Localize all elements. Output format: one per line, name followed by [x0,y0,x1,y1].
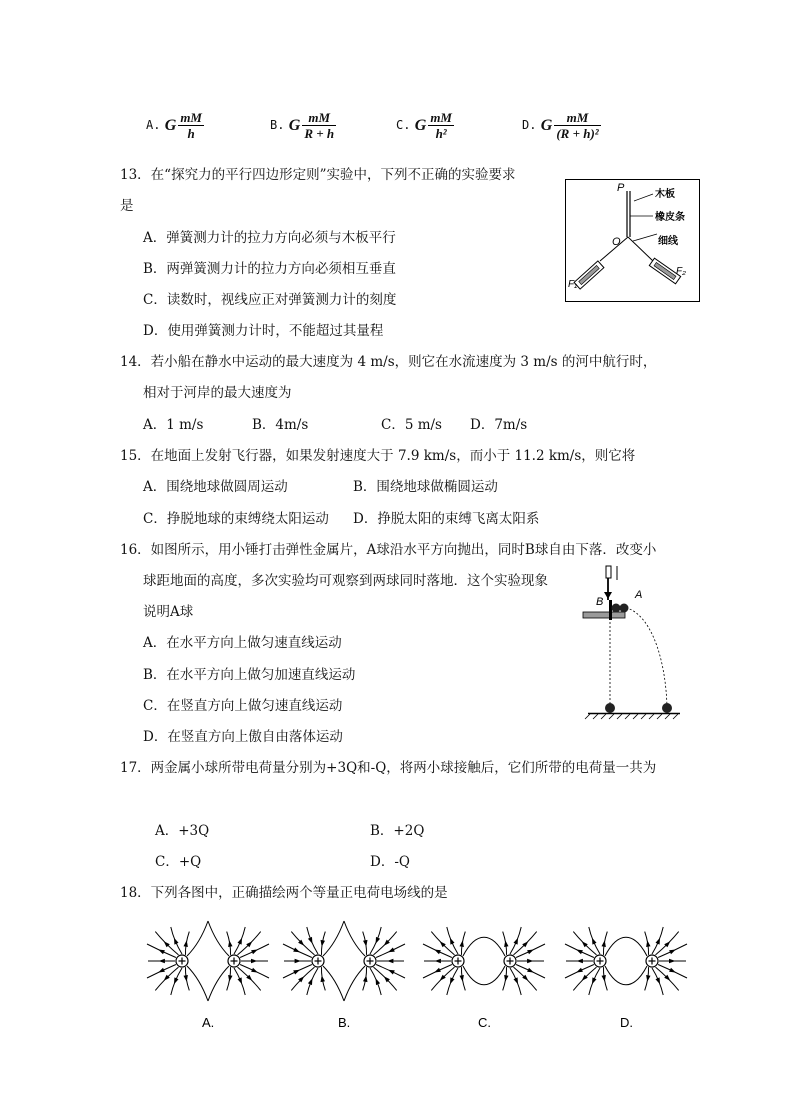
q13-option-d[interactable]: D．使用弹簧测力计时，不能超过其量程 [143,323,384,339]
field-arrow [514,977,519,984]
field-arrow [576,950,583,955]
field-line-interior [208,921,229,956]
field-arrow [293,970,300,975]
field-line-interior [605,966,647,985]
field-arrow [251,959,258,963]
q17-stem: 17．两金属小球所带电荷量分别为+3Q和-Q，将两小球接触后，它们所带的电荷量一共为 [120,760,657,776]
field-arrow [308,978,313,985]
field-arrow [576,968,583,973]
field-arrow [174,938,179,945]
field-arrow [228,975,232,982]
field-line-interior [323,966,344,1001]
q15-option-d[interactable]: D．挣脱太阳的束缚飞离太阳系 [353,511,540,527]
option-letter: C. [396,118,411,132]
field-arrow [592,938,597,945]
field-arrow [577,959,583,963]
field-arrow [158,950,165,955]
q16-option-d[interactable]: D．在竖直方向上傲自由落体运动 [143,729,343,745]
fraction [554,110,600,141]
field-arrow [669,968,676,973]
fraction-denominator: h [187,126,195,141]
q13-option-a[interactable]: A．弹簧测力计的拉力方向必须与木板平行 [143,230,396,246]
field-arrow [321,975,326,982]
fraction-numerator: mM [180,110,202,125]
figure-label-b: B. [338,1015,351,1030]
label-string: 细线 [658,236,678,247]
fraction [428,110,454,141]
figure-label-a: A. [202,1015,215,1030]
field-arrow [450,977,455,984]
label-board: 木板 [655,189,675,200]
fraction [178,110,204,141]
field-arrow [363,940,368,947]
q14-option-a[interactable]: A．1 m/s [143,417,204,433]
q14-option-b[interactable]: B．4m/s [252,417,309,433]
field-arrow [174,977,179,984]
field-arrow [656,977,661,984]
fraction-numerator: mM [554,110,600,126]
option-letter: A. [146,118,161,132]
ball-a-landed [662,703,672,713]
q14-option-d[interactable]: D．7m/s [470,417,528,433]
field-arrow [669,950,676,955]
option-letter: B. [270,118,285,132]
ball-b [612,604,621,613]
q15-option-c[interactable]: C．挣脱地球的束缚绕太阳运动 [143,511,329,527]
field-arrow [293,948,300,953]
field-arrow [435,959,441,963]
q15-option-b[interactable]: B．围绕地球做椭圆运动 [353,479,498,495]
field-arrow [376,937,381,944]
field-diagram-b [283,921,405,1030]
field-arrow [527,968,534,973]
field-arrow [251,968,258,973]
fraction-denominator: (R + h)² [556,126,599,141]
label-b: B [596,596,604,608]
support-plate [583,612,625,618]
fraction-numerator: mM [430,110,452,125]
field-line-interior [463,937,505,956]
field-arrow [434,968,441,973]
q17-option-a[interactable]: A．+3Q [155,823,210,839]
field-arrow [450,938,455,945]
q13-option-b[interactable]: B．两弹簧测力计的拉力方向必须相互垂直 [143,261,396,277]
field-line-interior [344,921,365,956]
field-arrow [159,959,165,963]
field-arrow [504,975,508,982]
q18-stem: 18．下列各图中，正确描绘两个等量正电荷电场线的是 [120,885,448,901]
figure-label-c: C. [478,1015,491,1030]
fraction-denominator: R + h [304,126,335,141]
fraction-numerator: mM [302,110,336,126]
field-arrow [504,940,508,947]
label-f1: F₁ [568,279,578,290]
q17-option-d[interactable]: D．-Q [370,854,410,870]
label-a: A [635,589,643,601]
q18-field-line-diagrams [140,915,700,1035]
field-arrow [308,937,313,944]
field-arrow [388,948,395,953]
gravity-constant: G [288,116,301,134]
q13-stem-line2: 是 [120,198,134,214]
field-arrow [527,950,534,955]
field-line-interior [463,966,505,985]
field-arrow [388,970,395,975]
q14-stem-line1: 14．若小船在静水中运动的最大速度为 4 m/s，则它在水流速度为 3 m/s 的河中航行时， [120,354,657,370]
field-arrow [376,978,381,985]
field-line-interior [187,921,208,956]
field-arrow [238,938,243,945]
ball-b-landed [605,703,615,713]
field-arrow [460,975,464,982]
q16-stem-line1: 16．如图所示，用小锤打击弹性金属片，A球沿水平方向抛出，同时B球自由下落．改变小 [120,542,657,558]
q13-stem-line1: 13．在“探究力的平行四边形定则”实验中，下列不正确的实验要求 [120,167,516,183]
field-diagram-a [147,921,269,1030]
q16-option-c[interactable]: C．在竖直方向上做匀速直线运动 [143,698,343,714]
field-diagram-c [423,927,545,1030]
field-arrow [238,977,243,984]
q15-option-a[interactable]: A．围绕地球做圆周运动 [143,479,288,495]
field-arrow [602,940,606,947]
figure-label-d: D. [620,1015,633,1030]
q14-stem-line2: 相对于河岸的最大速度为 [143,385,292,401]
field-arrow [184,940,188,947]
fraction [302,110,336,141]
q13-figure [565,179,700,302]
field-arrow [602,975,606,982]
field-arrow [321,940,326,947]
q13-option-c[interactable]: C．读数时，视线应正对弹簧测力计的刻度 [143,292,397,308]
gravity-constant: G [414,116,427,134]
hammer-arrow [604,592,612,599]
fraction-denominator: h² [435,126,447,141]
field-arrow [184,975,188,982]
field-arrow [527,959,533,963]
field-line-interior [208,966,229,1001]
gravity-constant: G [540,116,553,134]
option-letter: D. [522,118,537,132]
q17-option-b[interactable]: B．+2Q [370,823,425,839]
field-arrow [669,959,676,963]
q12-option-a[interactable] [146,110,204,141]
field-arrow [228,940,232,947]
ground-hatch [585,714,678,719]
field-arrow [656,938,661,945]
field-line-interior [344,966,365,1001]
field-arrow [514,938,519,945]
label-o: O [612,236,621,248]
ball-a-trajectory [622,607,667,708]
q12-option-c[interactable] [396,110,454,141]
label-p: P [617,182,625,194]
field-arrow [646,975,650,982]
field-arrow [460,940,464,947]
ball-a [620,604,629,613]
field-line-interior [187,966,208,1001]
hammer-head [606,566,611,578]
field-arrow [646,940,650,947]
q16-option-a[interactable]: A．在水平方向上做匀速直线运动 [143,635,342,651]
q15-stem: 15．在地面上发射飞行器，如果发射速度大于 7.9 km/s，而小于 11.2 km/s，则它将 [120,448,636,464]
q12-option-b[interactable] [270,110,336,141]
field-arrow [251,950,258,955]
field-arrow [592,977,597,984]
elastic-metal-sheet [609,600,612,620]
gravity-constant: G [164,116,177,134]
q14-option-c[interactable]: C．5 m/s [381,417,442,433]
field-line-interior [323,921,344,956]
field-arrow [295,959,301,963]
field-arrow [434,950,441,955]
field-arrow [387,959,393,963]
q16-stem-line3: 说明A球 [143,604,194,620]
q16-option-b[interactable]: B．在水平方向上做匀加速直线运动 [143,667,356,683]
field-line-interior [605,937,647,956]
field-arrow [363,975,368,982]
q12-option-d[interactable] [522,110,601,141]
q17-option-c[interactable]: C．+Q [155,854,202,870]
field-diagram-d [565,927,687,1030]
label-rubber: 橡皮条 [655,212,685,223]
q16-stem-line2: 球距地面的高度，多次实验均可观察到两球同时落地．这个实验现象 [143,573,548,589]
q16-figure [580,562,685,720]
label-f2: F₂ [676,266,686,277]
field-arrow [158,968,165,973]
